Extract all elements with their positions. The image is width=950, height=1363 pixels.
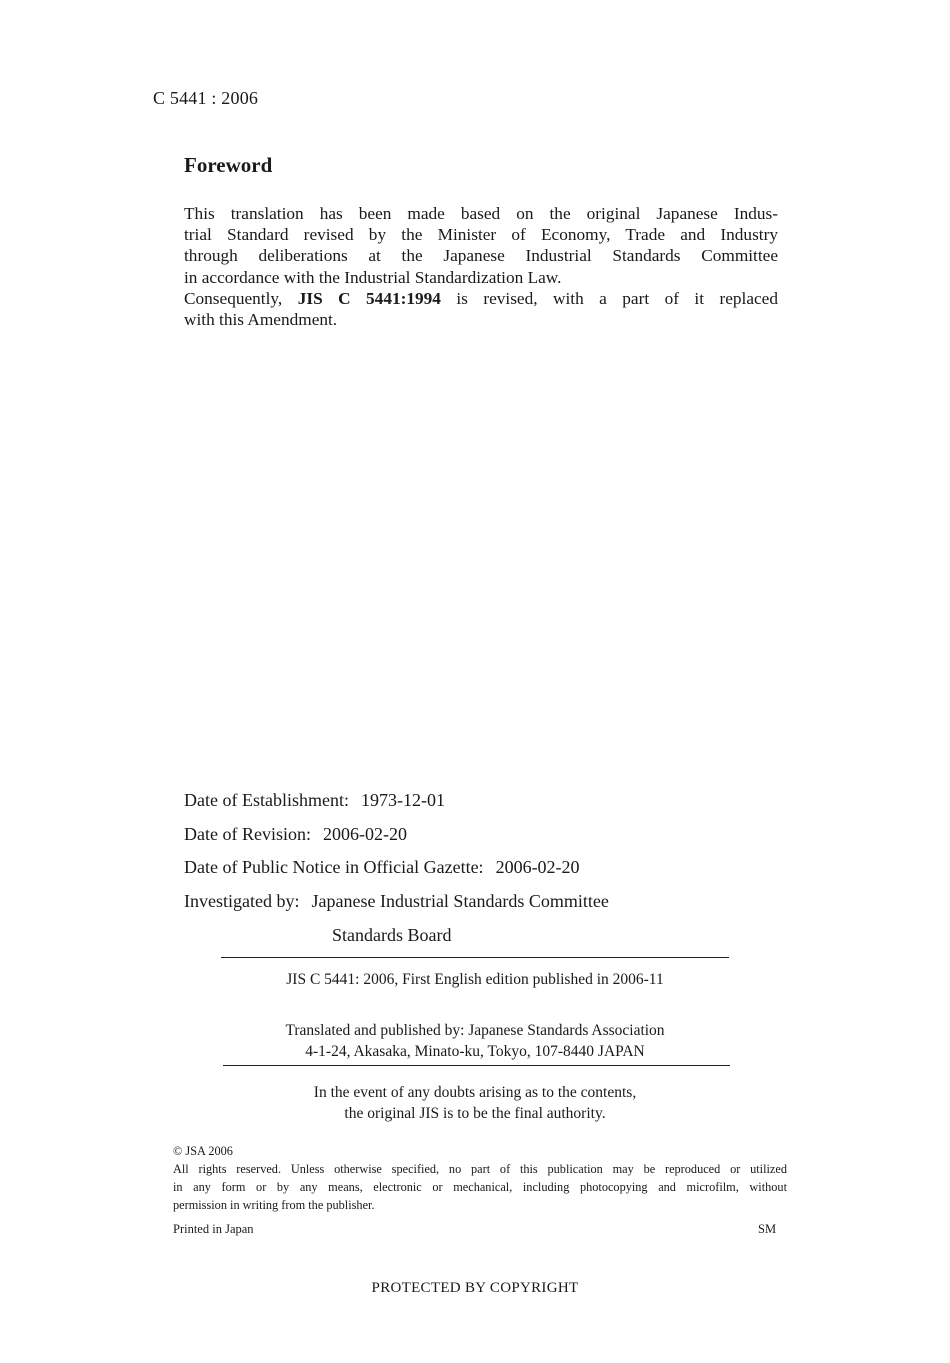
investigated-row	[184, 891, 609, 912]
divider	[221, 957, 729, 958]
establishment-label: Date of Establishment:	[184, 790, 349, 810]
foreword-line-consequently	[184, 288, 778, 309]
protected-footer: PROTECTED BY COPYRIGHT	[371, 1280, 579, 1296]
revision-label: Date of Revision:	[184, 824, 311, 844]
copyright-notice	[173, 1142, 787, 1214]
copyright-holder: © JSA 2006	[173, 1144, 233, 1158]
investigated-value: Japanese Industrial Standards Committee	[311, 891, 609, 911]
consequently-prefix: Consequently,	[184, 288, 283, 308]
publisher-line-2: 4-1-24, Akasaka, Minato-ku, Tokyo, 107-8440 JAPAN	[305, 1043, 645, 1060]
authority-line-2: the original JIS is to be the final authority.	[344, 1105, 606, 1122]
printed-in: Printed in Japan	[173, 1222, 254, 1236]
revised-standard-ref: JIS C 5441:1994	[297, 288, 441, 308]
public-notice-row	[184, 857, 580, 878]
divider	[223, 1065, 730, 1066]
foreword-line: with this Amendment.	[184, 310, 338, 330]
public-notice-value: 2006-02-20	[495, 857, 580, 877]
investigated-label: Investigated by:	[184, 891, 300, 911]
public-notice-label: Date of Public Notice in Official Gazette:	[184, 857, 484, 877]
edition-line: JIS C 5441: 2006, First English edition published in 2006-11	[286, 971, 664, 988]
investigated-value-2: Standards Board	[332, 925, 452, 945]
copyright-line: permission in writing from the publisher.	[173, 1198, 375, 1212]
establishment-row	[184, 790, 445, 811]
revision-value: 2006-02-20	[322, 824, 407, 844]
foreword-line: in accordance with the Industrial Standardization Law.	[184, 267, 562, 287]
copyright-line: All rights reserved. Unless otherwise specified, no part of this publication may be reproduced or utilized	[173, 1162, 787, 1176]
copyright-line: in any form or by any means, electronic or mechanical, including photocopying and microfilm, without	[173, 1180, 787, 1194]
publisher-line-1: Translated and published by: Japanese Standards Association	[285, 1022, 665, 1039]
foreword-line: This translation has been made based on the original Japanese Indus-	[184, 204, 778, 223]
foreword-paragraph	[184, 203, 778, 330]
foreword-line: trial Standard revised by the Minister of Economy, Trade and Industry	[184, 225, 778, 245]
establishment-value: 1973-12-01	[360, 790, 445, 810]
foreword-line: through deliberations at the Japanese Industrial Standards Committee	[184, 246, 778, 266]
revision-row	[184, 824, 407, 845]
foreword-heading: Foreword	[184, 153, 273, 177]
print-code: SM	[758, 1222, 777, 1236]
consequently-suffix: is revised, with a part of it replaced	[456, 288, 778, 308]
document-number: C 5441 : 2006	[153, 88, 259, 108]
authority-line-1: In the event of any doubts arising as to the contents,	[313, 1084, 637, 1101]
